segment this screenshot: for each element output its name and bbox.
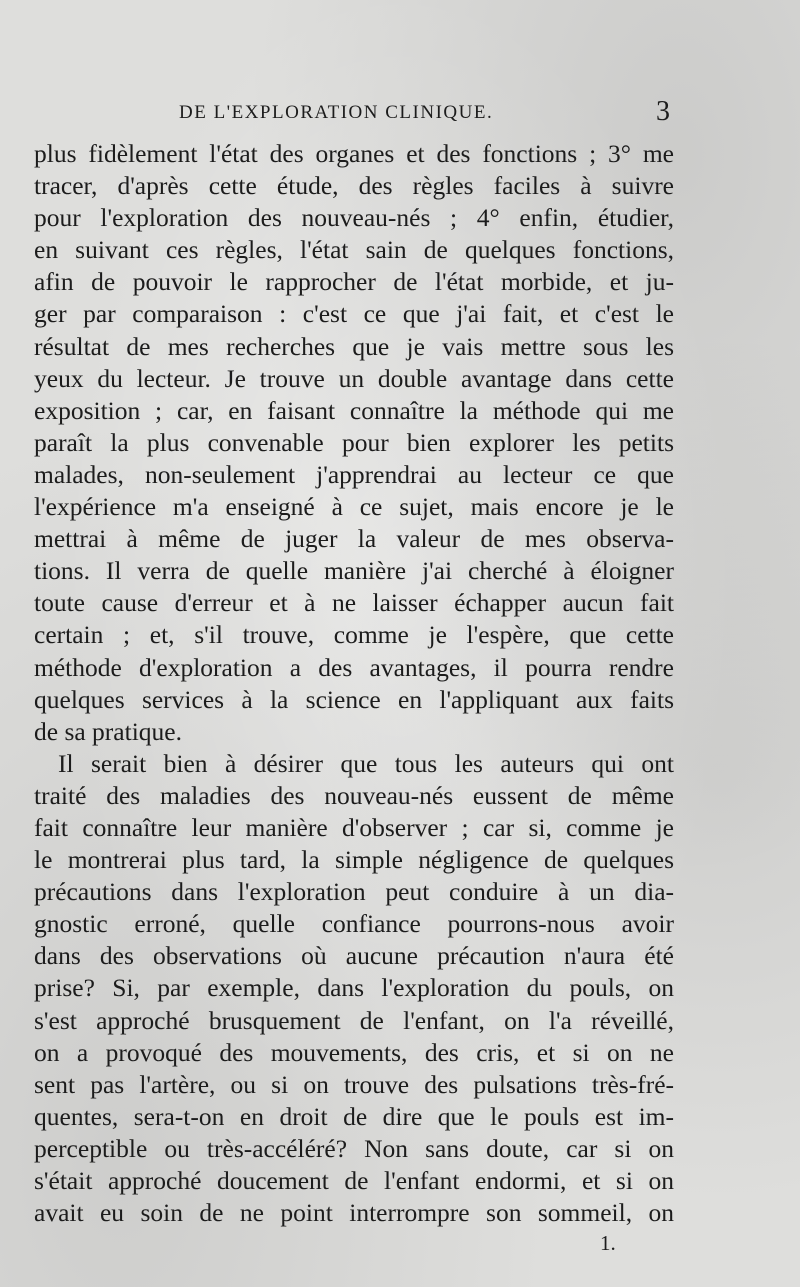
text-line: traité des maladies des nouveau-nés eussent de même <box>34 780 674 810</box>
text-line: fait connaître leur manière d'observer ; car si, comme je <box>34 812 674 842</box>
text-line: s'est approché brusquement de l'enfant, on l'a réveillé, <box>34 1005 674 1035</box>
page-number: 3 <box>656 96 670 127</box>
text-line: le montrerai plus tard, la simple négligence de quelques <box>34 845 674 875</box>
text-line: Il serait bien à désirer que tous les auteurs qui ont <box>58 748 674 778</box>
text-line: ger par comparaison : c'est ce que j'ai fait, et c'est le <box>34 299 674 329</box>
text-line: dans des observations où aucune précaution n'aura été <box>34 941 674 971</box>
text-line: on a provoqué des mouvements, des cris, et si on ne <box>34 1037 674 1067</box>
text-line: méthode d'exploration a des avantages, il pourra rendre <box>34 652 674 682</box>
page-header <box>34 96 670 132</box>
text-line: gnostic erroné, quelle confiance pourrons-nous avoir <box>34 909 674 939</box>
text-line: paraît la plus convenable pour bien explorer les petits <box>34 427 674 457</box>
text-line: yeux du lecteur. Je trouve un double avantage dans cette <box>34 363 674 393</box>
body-text <box>34 138 674 1229</box>
text-line: prise? Si, par exemple, dans l'exploration du pouls, on <box>34 973 674 1003</box>
text-line: exposition ; car, en faisant connaître la méthode qui me <box>34 395 674 425</box>
text-line: sent pas l'artère, ou si on trouve des pulsations très-fré- <box>34 1069 674 1099</box>
text-line: précautions dans l'exploration peut conduire à un dia- <box>34 877 674 907</box>
text-line: certain ; et, s'il trouve, comme je l'espère, que cette <box>34 620 674 650</box>
text-line: s'était approché doucement de l'enfant endormi, et si on <box>34 1166 674 1195</box>
text-line: afin de pouvoir le rapprocher de l'état morbide, et ju- <box>34 267 674 297</box>
text-line: tions. Il verra de quelle manière j'ai cherché à éloigner <box>34 556 674 586</box>
text-line: tracer, d'après cette étude, des règles faciles à suivre <box>34 171 674 201</box>
text-line: en suivant ces règles, l'état sain de quelques fonctions, <box>34 235 674 265</box>
text-line: malades, non-seulement j'apprendrai au lecteur ce que <box>34 459 674 489</box>
text-line: l'expérience m'a enseigné à ce sujet, mais encore je le <box>34 492 674 522</box>
text-line: de sa pratique. <box>34 716 182 746</box>
signature-mark: 1. <box>600 1231 616 1255</box>
text-line: résultat de mes recherches que je vais mettre sous les <box>34 331 674 361</box>
text-line: avait eu soin de ne point interrompre son sommeil, on <box>34 1198 674 1228</box>
text-line: pour l'exploration des nouveau-nés ; 4° enfin, étudier, <box>34 203 674 233</box>
text-line: quelques services à la science en l'appliquant aux faits <box>34 684 674 714</box>
text-line: mettrai à même de juger la valeur de mes observa- <box>34 524 674 554</box>
text-line: toute cause d'erreur et à ne laisser échapper aucun fait <box>34 588 674 618</box>
text-line: quentes, sera-t-on en droit de dire que le pouls est im- <box>34 1101 674 1131</box>
running-head: DE L'EXPLORATION CLINIQUE. <box>179 102 494 123</box>
text-line: plus fidèlement l'état des organes et des fonctions ; 3° me <box>34 139 674 168</box>
text-line: perceptible ou très-accéléré? Non sans doute, car si on <box>34 1133 674 1163</box>
